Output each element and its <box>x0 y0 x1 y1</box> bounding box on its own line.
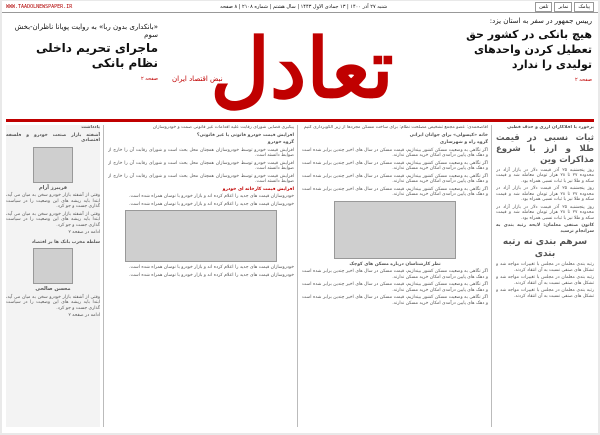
body-text: اگر نگاهی به وضعیت مسکن کشور بیندازیم، قیمت مسکن در سال های اخیر چندین برابر شده است و دهک های پایین درآمدی امکان خرید مسکن ندارند. <box>302 282 488 293</box>
opinion-headline-2[interactable]: سلطه مخرب بانک ها بر اقتصاد <box>31 239 100 245</box>
top-info-bar <box>2 1 598 13</box>
housing-kicker: اقاصحمدی: عضو مجمع تشخیص مصلحت نظام: برای ساخت مسکن مجردها از زیر الگوبرداری کنیم <box>303 125 488 130</box>
author-name: محسن صالحی <box>35 286 71 292</box>
left-kicker: «بانکداری بدون ربا» به روایت پویانا ناظران-بخش سوم <box>14 23 158 39</box>
capsule-house-image <box>334 201 456 259</box>
body-text: روز پنجشنبه ۲۵ آذر قیمت دلار در بازار آزاد در محدوده ۲۷ تا ۲۸ هزار تومان معامله شد و قیمت سکه و طلا نیز با ثبات نسبی همراه بود. <box>496 167 594 184</box>
body-text: وقتی از آشفته بازار خودرو سخن به میان می آید، ابتدا باید ریشه های این وضعیت را در سیاست گذاری جست و جو کرد. <box>6 294 100 311</box>
housing-headline[interactable]: خانه «کپسولی» برای جوانان ایرانی <box>409 132 488 138</box>
contact-box: تلفن <box>535 2 552 12</box>
section-label: گروه راه و شهرسازی <box>439 140 488 145</box>
body-text: روز پنجشنبه ۲۵ آذر قیمت دلار در بازار آزاد در محدوده ۲۷ تا ۲۸ هزار تومان معامله شد و قیمت سکه و طلا نیز با ثبات نسبی همراه بود. <box>496 204 594 221</box>
right-kicker: رییس جمهور در سفر به استان یزد: <box>489 17 592 25</box>
author-photo <box>33 147 73 183</box>
column-divider <box>103 125 104 427</box>
red-separator <box>6 119 594 122</box>
body-text: اگر نگاهی به وضعیت مسکن کشور بیندازیم، قیمت مسکن در سال های اخیر چندین برابر شده است و دهک های پایین درآمدی امکان خرید مسکن ندارند. <box>302 147 488 158</box>
page-ref[interactable]: صفحه ۲ <box>141 76 158 82</box>
body-text: خودروسازان قیمت های جدید را اعلام کرده اند و بازار خودرو با نوسان همراه شده است. <box>129 201 294 207</box>
body-text: افزایش قیمت خودرو توسط خودروسازان همچنان محل بحث است و شورای رقابت آن را خارج از ضوابط دانسته است. <box>108 147 294 158</box>
gold-currency-headline[interactable]: ثبات نسبی در قیمت طلا و ارز با شروع مذاکرات وین <box>496 132 594 165</box>
body-text: خودروسازان قیمت های جدید را اعلام کرده اند و بازار خودرو با نوسان همراه شده است. <box>129 265 294 270</box>
tagline: نبض اقتصاد ایران <box>172 75 223 83</box>
contact-boxes <box>535 2 594 12</box>
teacher-ranking-headline[interactable]: سرهم بندی نه رتبه بندی <box>502 237 588 259</box>
page-ref[interactable]: صفحه ۲ <box>575 77 592 83</box>
body-text: رتبه بندی معلمان در مجلس با تغییرات مواجه شد و تشکل های صنفی نسبت به آن انتقاد کردند. <box>496 262 594 273</box>
author-name: فریبرز آرام <box>38 184 67 191</box>
column-divider <box>491 125 492 427</box>
continue-ref[interactable]: ادامه در صفحه ۲ <box>68 313 100 318</box>
body-text: اگر نگاهی به وضعیت مسکن کشور بیندازیم، قیمت مسکن در سال های اخیر چندین برابر شده است و دهک های پایین درآمدی امکان خرید مسکن ندارند. <box>302 160 488 171</box>
car-headline[interactable]: افزایش قیمت خودرو قانونی یا غیر قانونی؟ <box>196 132 294 138</box>
section-label: گروه خودرو <box>267 140 294 145</box>
newspaper-logo: تعادل <box>210 21 394 113</box>
body-text: اگر نگاهی به وضعیت مسکن کشور بیندازیم، قیمت مسکن در سال های اخیر چندین برابر شده است و دهک های پایین درآمدی امکان خرید مسکن ندارند. <box>302 186 488 197</box>
body-text: وقتی از آشفته بازار خودرو سخن به میان می آید، ابتدا باید ریشه های این وضعیت را در سیاست گذاری جست و جو کرد. <box>6 211 100 228</box>
logo-svg <box>162 15 442 113</box>
column-subkicker: کانون صنفی معلمان: لایحه رتبه بندی به سرانجام نرسید <box>496 223 594 234</box>
column-kicker: برخورد با اقلاکاران ارزی و حذف قطبی <box>507 125 594 130</box>
body-text: خودروسازان قیمت های جدید را اعلام کرده اند و بازار خودرو با نوسان همراه شده است. <box>129 194 294 199</box>
car-kicker: پیگیری قضایی شورای رقابت علیه اقدامات غیر قانونی صمت و خودروسازان <box>152 125 294 130</box>
issue-info: شنبه ۲۷ آذر ۱۴۰۰ | ۱۳ جمادی الاول ۱۴۴۳ | سال هشتم | شماره ۲۱۰۸ | ۸ صفحه <box>220 3 388 10</box>
body-text: افزایش قیمت خودرو توسط خودروسازان همچنان محل بحث است و شورای رقابت آن را خارج از ضوابط دانسته است. <box>108 173 294 184</box>
contact-box: پیامک <box>574 2 594 12</box>
opinion-label: یادداشت <box>81 125 100 130</box>
photo-caption: نظر کارشناسان درباره مسکن های کوچک <box>349 261 441 267</box>
left-headline-block[interactable] <box>6 23 158 87</box>
right-headline-block[interactable] <box>442 17 592 88</box>
car-subhead: افزایش قیمت کارخانه ای خودرو <box>222 186 294 192</box>
body-text: رتبه بندی معلمان در مجلس با تغییرات مواجه شد و تشکل های صنفی نسبت به آن انتقاد کردند. <box>496 288 594 299</box>
contact-box: نمابر <box>554 2 572 12</box>
column-housing <box>302 125 488 427</box>
car-chart-image <box>125 210 277 262</box>
body-text: وقتی از آشفته بازار خودرو سخن به میان می آید، ابتدا باید ریشه های این وضعیت را در سیاست گذاری جست و جو کرد. <box>6 193 100 209</box>
body-text: اگر نگاهی به وضعیت مسکن کشور بیندازیم، قیمت مسکن در سال های اخیر چندین برابر شده است و دهک های پایین درآمدی امکان خرید مسکن ندارند. <box>302 173 488 184</box>
column-divider <box>297 125 298 427</box>
left-headline: ماجرای تحریم داخلی نظام بانکی <box>35 41 158 70</box>
opinion-headline[interactable]: آشفته بازار صنعت خودرو و فلسفه اقتصادی <box>6 132 100 143</box>
body-text: رتبه بندی معلمان در مجلس با تغییرات مواجه شد و تشکل های صنفی نسبت به آن انتقاد کردند. <box>496 275 594 286</box>
body-text: روز پنجشنبه ۲۵ آذر قیمت دلار در بازار آزاد در محدوده ۲۷ تا ۲۸ هزار تومان معامله شد و قیمت سکه و طلا نیز با ثبات نسبی همراه بود. <box>496 186 594 202</box>
body-text: افزایش قیمت خودرو توسط خودروسازان همچنان محل بحث است و شورای رقابت آن را خارج از ضوابط دانسته است. <box>108 160 294 171</box>
website-url[interactable]: WWW.TAADOLNEWSPAPER.IR <box>6 3 73 10</box>
body-text: اگر نگاهی به وضعیت مسکن کشور بیندازیم، قیمت مسکن در سال های اخیر چندین برابر شده است و دهک های پایین درآمدی امکان خرید مسکن ندارند. <box>302 269 488 280</box>
continue-ref[interactable]: ادامه در صفحه ۲ <box>68 230 100 235</box>
newspaper-front-page <box>2 1 598 433</box>
body-text: اگر نگاهی به وضعیت مسکن کشور بیندازیم، قیمت مسکن در سال های اخیر چندین برابر شده است و دهک های پایین درآمدی امکان خرید مسکن ندارند. <box>302 295 488 306</box>
masthead <box>162 15 442 113</box>
right-headline: هیچ بانکی در کشور حق تعطیل کردن واحدهای تولیدی را ندارد <box>466 28 592 71</box>
column-car <box>108 125 294 427</box>
author-photo <box>33 248 73 284</box>
column-right <box>496 125 594 427</box>
body-text: خودروسازان قیمت های جدید را اعلام کرده اند و بازار خودرو با نوسان همراه شده است. <box>129 272 294 278</box>
column-opinion <box>6 125 100 427</box>
